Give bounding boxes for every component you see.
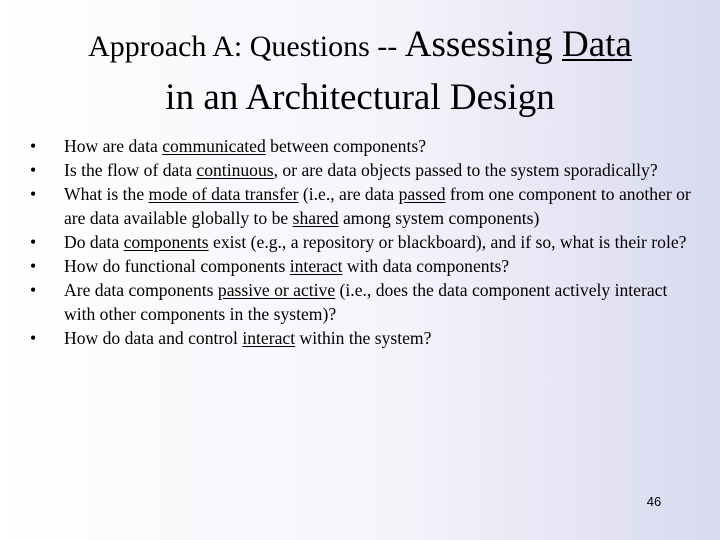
title-line-2: in an Architectural Design [165, 77, 555, 118]
underlined-term: passed [398, 184, 446, 204]
question-text: from one component to another or are data available globally to be [64, 184, 691, 228]
bullet-marker: • [30, 328, 37, 348]
underlined-term: communicated [162, 136, 266, 156]
underlined-term: continuous [196, 160, 274, 180]
underlined-term: interact [242, 328, 296, 348]
underlined-term: components [123, 232, 209, 252]
bullet-marker: • [30, 160, 37, 180]
bullet-marker: • [30, 232, 37, 252]
question-item [27, 230, 695, 254]
question-text: within the system? [295, 328, 432, 348]
underlined-term: interact [289, 256, 343, 276]
question-text: Is the flow of data [64, 160, 197, 180]
question-text: with data components? [342, 256, 510, 276]
page-number: 46 [646, 494, 662, 509]
bullet-marker: • [30, 136, 37, 156]
question-item [27, 326, 695, 350]
underlined-term: mode of data transfer [148, 184, 299, 204]
title-prefix: Approach A: Questions -- [88, 30, 405, 63]
question-text: Do data [64, 232, 124, 252]
question-item [27, 254, 695, 278]
question-text: What is the [64, 184, 149, 204]
question-item [27, 278, 695, 326]
question-text: How do data and control [64, 328, 243, 348]
question-text: How are data [64, 136, 163, 156]
title-assessing: Assessing [404, 24, 563, 65]
question-text: between components? [265, 136, 427, 156]
underlined-term: passive or active [217, 280, 336, 300]
question-text: exist (e.g., a repository or blackboard), and if so, what is their role? [208, 232, 687, 252]
underlined-term: shared [292, 208, 339, 228]
question-text: How do functional components [64, 256, 290, 276]
question-text: Are data components [64, 280, 218, 300]
bullet-marker: • [30, 280, 37, 300]
title-data-underlined: Data [562, 24, 632, 65]
bullet-marker: • [30, 184, 37, 204]
question-item [27, 182, 695, 230]
bullet-marker: • [30, 256, 37, 276]
question-item [27, 158, 695, 182]
question-list [27, 134, 695, 350]
question-text: (i.e., are data [298, 184, 399, 204]
slide-title [0, 22, 720, 121]
question-text: , or are data objects passed to the system sporadically? [273, 160, 658, 180]
question-text: (i.e., does the data component actively interact with other components in the system)? [64, 280, 668, 324]
question-text: among system components) [338, 208, 540, 228]
title-line-1 [0, 22, 720, 75]
question-item [27, 134, 695, 158]
